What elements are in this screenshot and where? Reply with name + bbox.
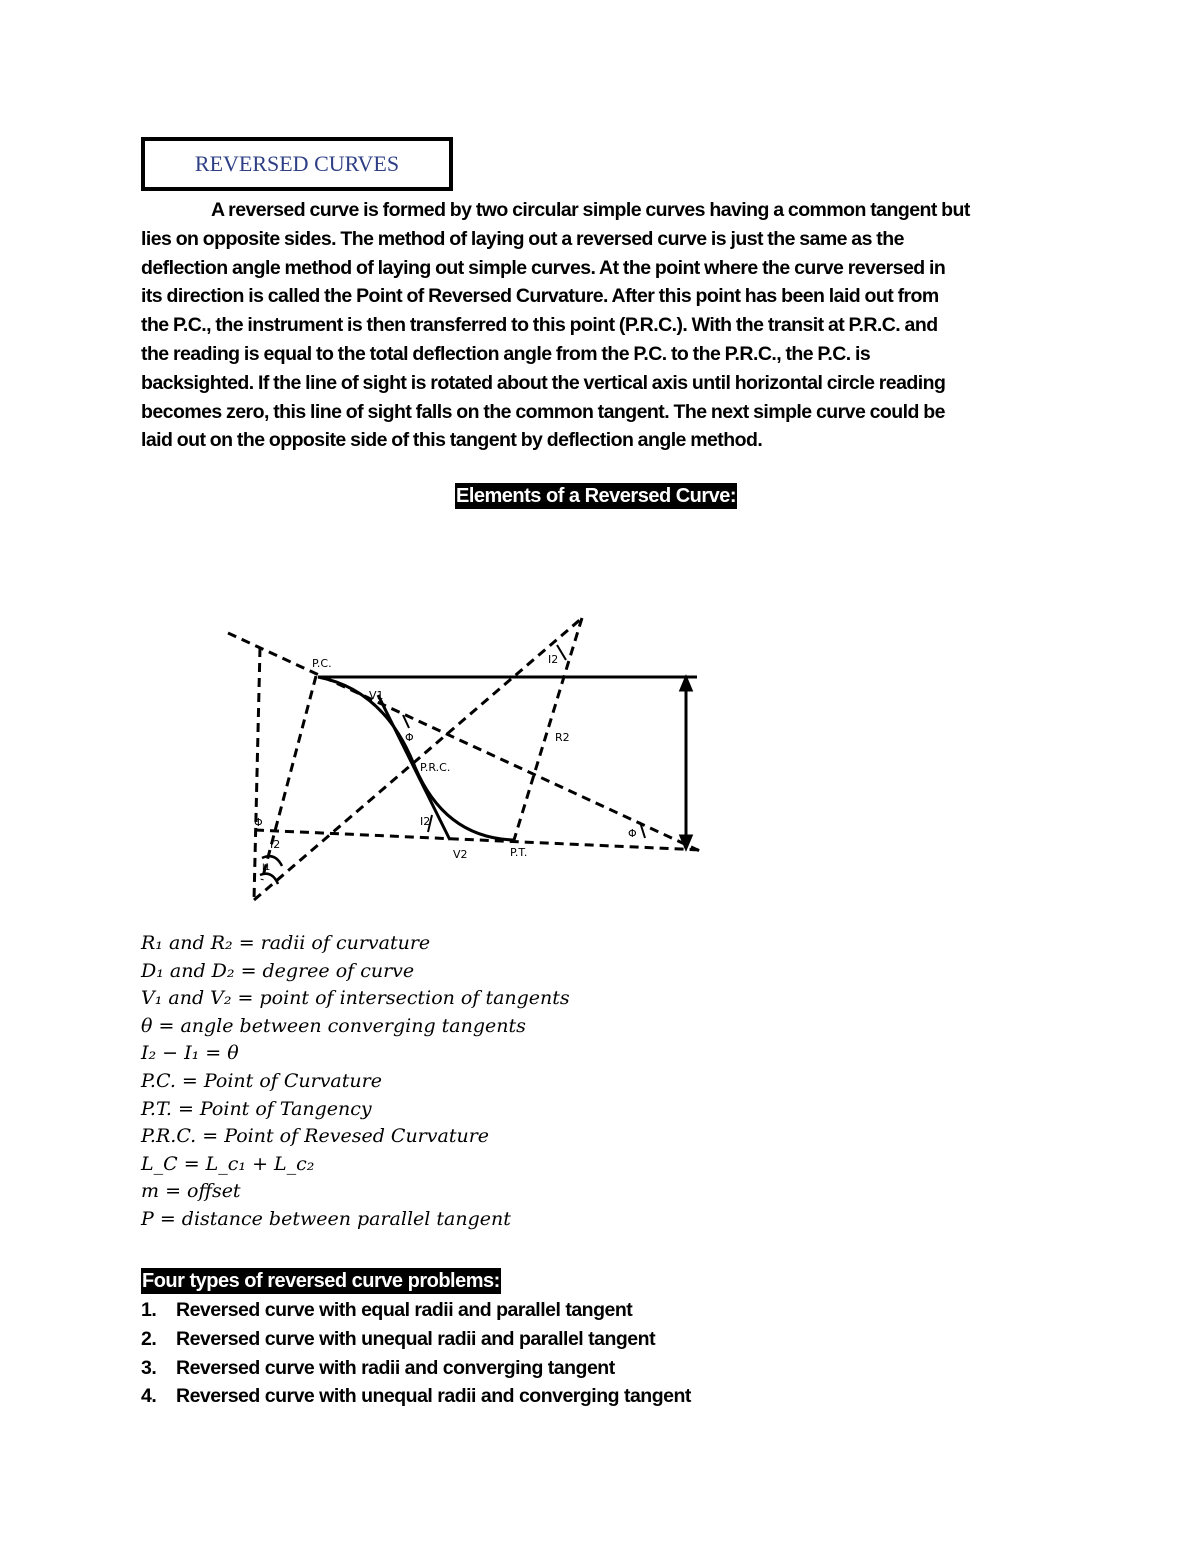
first-curve: [318, 677, 415, 767]
label-prc: P.R.C.: [420, 761, 451, 774]
second-curve: [415, 767, 514, 840]
label-phi: Φ: [405, 731, 414, 744]
long-diagonal-line: [254, 618, 582, 900]
label-i1-left: I1: [262, 863, 271, 873]
left-vertical-line: [254, 648, 260, 900]
definition-item: V₁ and V₂ = point of intersection of tangents: [141, 987, 570, 1010]
document-title: REVERSED CURVES: [194, 151, 400, 176]
paragraph-line: lies on opposite sides. The method of laying out a reversed curve is just the same as the: [141, 227, 904, 250]
definition-item: P.C. = Point of Curvature: [141, 1069, 382, 1092]
definitions-list: [141, 930, 570, 1234]
definition-item: L_C = L_c₁ + L_c₂: [141, 1152, 315, 1175]
arrow-head-bottom: [681, 836, 691, 848]
definition-item: I₂ − I₁ = θ: [141, 1042, 239, 1065]
paragraph-line: backsighted. If the line of sight is rotated about the vertical axis until horizontal circle reading: [141, 371, 946, 394]
arrow-head-top: [681, 678, 691, 690]
label-i2-left: I2: [270, 838, 281, 851]
definition-item: R₁ and R₂ = radii of curvature: [141, 932, 431, 954]
label-phi-left: Φ: [254, 816, 263, 829]
paragraph-line: laid out on the opposite side of this tangent by deflection angle method.: [141, 429, 763, 452]
problems-list: [141, 1296, 691, 1411]
definition-item: θ = angle between converging tangents: [141, 1014, 526, 1037]
label-v2: V2: [453, 848, 468, 861]
definition-item: P.T. = Point of Tangency: [141, 1097, 372, 1120]
list-item: 2. Reversed curve with unequal radii and parallel tangent: [141, 1327, 656, 1350]
label-pc: P.C.: [312, 657, 332, 670]
list-item: 4. Reversed curve with unequal radii and converging tangent: [141, 1385, 691, 1408]
paragraph-line: the reading is equal to the total deflection angle from the P.C. to the P.R.C., the P.C. is: [141, 342, 871, 365]
radius-r2-line: [514, 618, 582, 840]
label-i2-top: I2: [548, 653, 559, 666]
definition-item: D₁ and D₂ = degree of curve: [141, 959, 415, 982]
paragraph-line: deflection angle method of laying out simple curves. At the point where the curve reversed in: [141, 256, 946, 279]
label-i2-mid: I2: [420, 815, 431, 828]
definition-item: P.R.C. = Point of Revesed Curvature: [141, 1125, 490, 1148]
definition-item: P = distance between parallel tangent: [141, 1207, 511, 1230]
label-r2: R2: [555, 731, 570, 744]
paragraph-line: becomes zero, this line of sight falls on the common tangent. The next simple curve could be: [141, 400, 945, 423]
list-item: 3. Reversed curve with radii and converging tangent: [141, 1356, 615, 1379]
definition-item: m = offset: [141, 1180, 241, 1203]
problems-heading: Four types of reversed curve problems:: [142, 1270, 500, 1292]
label-phi-right: Φ: [628, 827, 637, 840]
paragraph-line: the P.C., the instrument is then transferred to this point (P.R.C.). With the transit at P.R.C. and: [141, 314, 938, 337]
label-pt: P.T.: [510, 846, 528, 859]
paragraph-line: its direction is called the Point of Reversed Curvature. After this point has been laid out from: [141, 285, 939, 308]
elements-heading: Elements of a Reversed Curve:: [456, 485, 737, 507]
angle-arc-i1: [260, 874, 278, 884]
paragraph-line: A reversed curve is formed by two circular simple curves having a common tangent but: [211, 199, 970, 221]
label-v1: V1: [369, 689, 384, 702]
list-item: 1. Reversed curve with equal radii and parallel tangent: [141, 1299, 633, 1321]
